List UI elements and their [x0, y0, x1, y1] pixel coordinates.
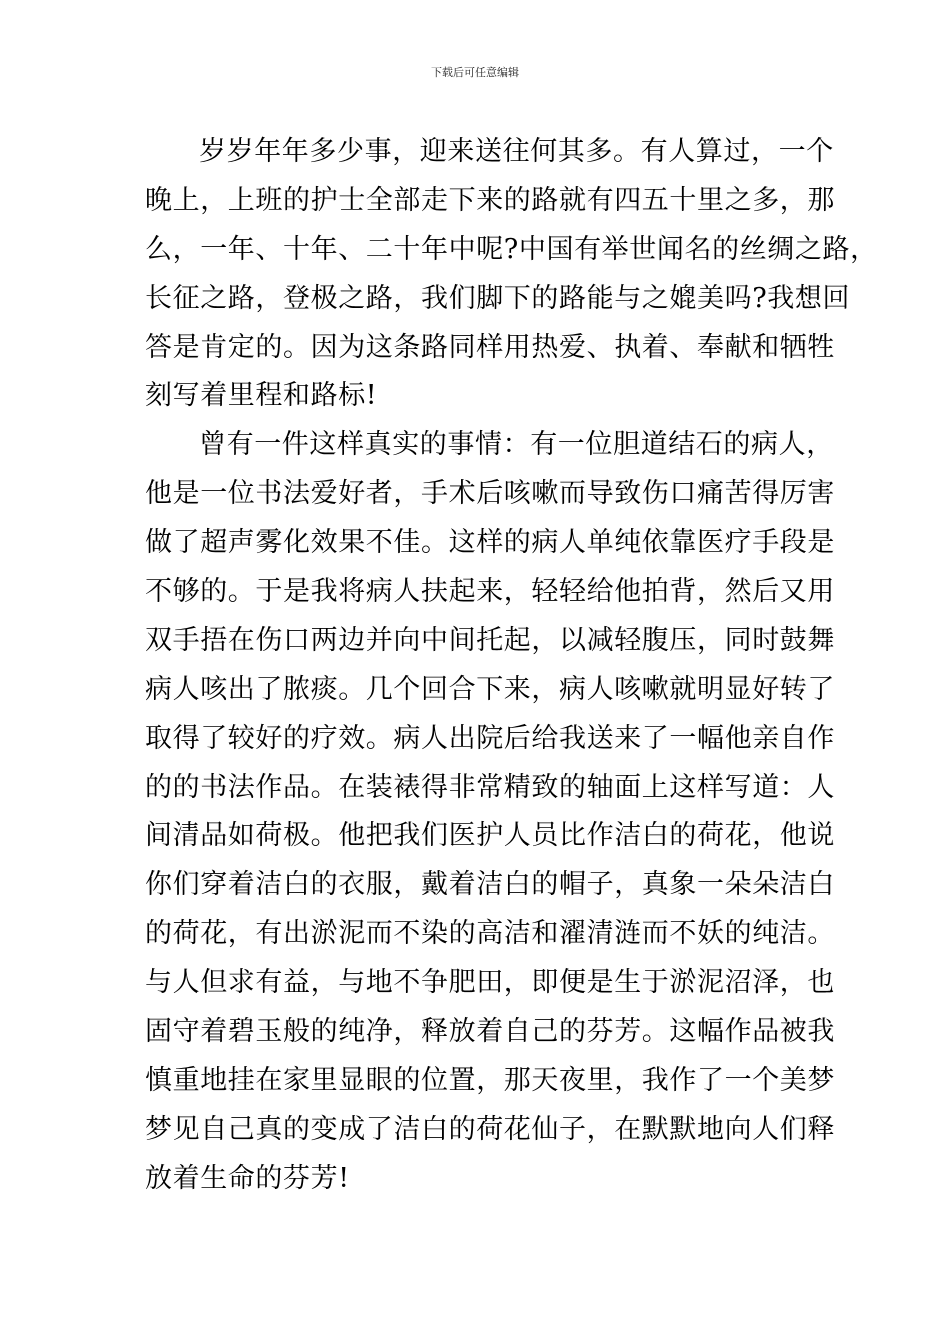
- paragraph-2: [145, 421, 835, 1203]
- text-line: 固守着碧玉般的纯净，释放着自己的芬芳。这幅作品被我: [145, 1016, 835, 1048]
- text-line: 刻写着里程和路标!: [145, 380, 378, 412]
- text-line: 梦见自己真的变成了洁白的荷花仙子，在默默地向人们释: [145, 1113, 835, 1145]
- text-line: 放着生命的芬芳!: [145, 1162, 350, 1194]
- text-line: 的的书法作品。在装裱得非常精致的轴面上这样写道：人: [145, 771, 835, 803]
- text-line: 么，一年、十年、二十年中呢?中国有举世闻名的丝绸之路，: [145, 233, 878, 265]
- text-line: 岁岁年年多少事，迎来送往何其多。有人算过，一个: [199, 136, 834, 167]
- text-line: 他是一位书法爱好者，手术后咳嗽而导致伤口痛苦得厉害: [145, 478, 835, 510]
- text-line: 长征之路，登极之路，我们脚下的路能与之媲美吗?我想回: [145, 282, 851, 314]
- text-line: 晚上，上班的护士全部走下来的路就有四五十里之多，那: [145, 184, 835, 216]
- page-header: 下载后可任意编辑: [431, 66, 519, 79]
- text-line: 与人但求有益，与地不争肥田，即便是生于淤泥沼泽，也: [145, 967, 835, 999]
- text-line: 不够的。于是我将病人扶起来，轻轻给他拍背，然后又用: [145, 576, 835, 608]
- text-line: 做了超声雾化效果不佳。这样的病人单纯依靠医疗手段是: [145, 527, 835, 559]
- document-body: [145, 128, 878, 1204]
- text-line: 病人咳出了脓痰。几个回合下来，病人咳嗽就明显好转了: [145, 673, 835, 705]
- paragraph-1: [145, 128, 878, 421]
- text-line: 慎重地挂在家里显眼的位置，那天夜里，我作了一个美梦: [145, 1064, 835, 1096]
- text-line: 取得了较好的疗效。病人出院后给我送来了一幅他亲自作: [145, 722, 835, 754]
- text-line: 答是肯定的。因为这条路同样用热爱、执着、奉献和牺牲: [145, 331, 835, 363]
- text-line: 曾有一件这样真实的事情：有一位胆道结石的病人，: [199, 429, 834, 461]
- text-line: 的荷花，有出淤泥而不染的高洁和濯清涟而不妖的纯洁。: [145, 918, 835, 950]
- text-line: 你们穿着洁白的衣服，戴着洁白的帽子，真象一朵朵洁白: [145, 869, 835, 901]
- text-line: 间清品如荷极。他把我们医护人员比作洁白的荷花，他说: [145, 820, 835, 852]
- text-line: 双手捂在伤口两边并向中间托起，以减轻腹压，同时鼓舞: [145, 624, 835, 656]
